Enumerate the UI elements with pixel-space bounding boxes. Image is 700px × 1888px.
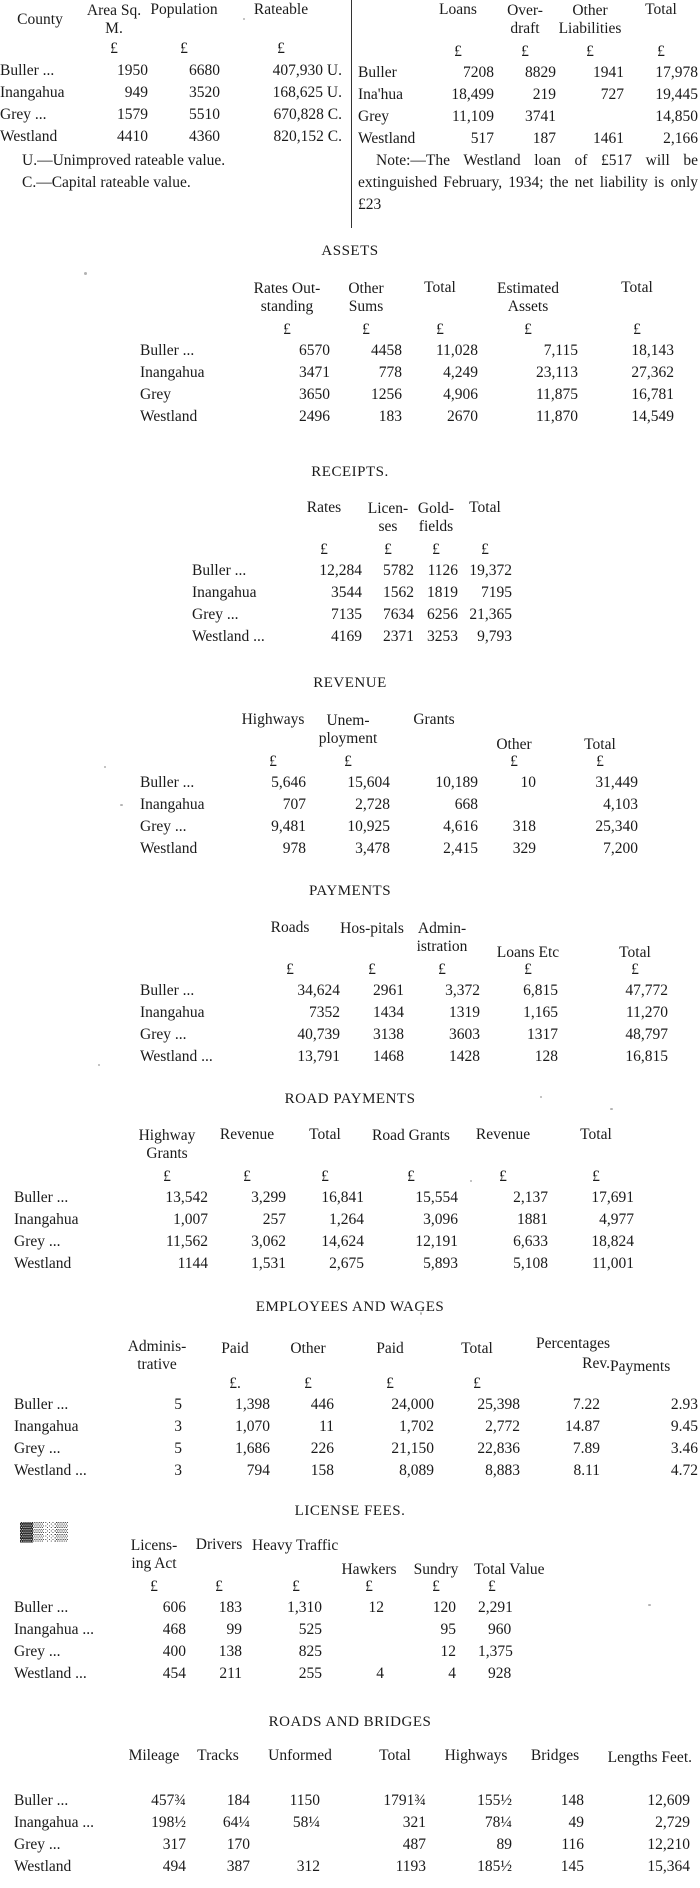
- header-unemployment: Unem-ployment: [318, 712, 378, 747]
- header-county: County: [17, 11, 63, 29]
- table-row: Grey ... 317 170 487 89 116 12,210: [14, 1836, 690, 1854]
- header-highways: Highways: [241, 711, 305, 728]
- header-percentages-rev: Percentages Rev.: [535, 1335, 610, 1372]
- table-row: Inangahua 3544 1562 1819 7195: [192, 584, 512, 602]
- section-title-payments: PAYMENTS: [308, 883, 392, 899]
- table-row: Inangahua 3 1,070 11 1,702 2,772 14.87 9.45: [14, 1418, 698, 1436]
- table-row: Inangahua 3471 778 4,249 23,113 27,362: [140, 364, 674, 382]
- table-row: Buller ... 5,646 15,604 10,189 10 31,449: [140, 774, 638, 792]
- receipts-table: Rates Licen-ses Gold-fields Total £ £ £ £ Buller ... 12,284 5782 1126 19,372 Inangahua 3544 1562 1819 7195 Grey ... 7135 7634 6256 21,365 Westland ... 4169 2371 3253 9,793: [192, 500, 512, 648]
- table-row: Inangahua ... 198½ 64¼ 58¼ 321 78¼ 49 2,729: [14, 1814, 690, 1832]
- table-row: Buller ... 34,624 2961 3,372 6,815 47,772: [140, 982, 668, 1000]
- header-total: Total: [584, 735, 616, 753]
- header-total: Total: [379, 1747, 411, 1764]
- section-title-employees-wages: EMPLOYEES AND WAGES: [255, 1299, 445, 1315]
- section-title-road-payments: ROAD PAYMENTS: [284, 1091, 416, 1107]
- header-total: Total: [424, 279, 456, 296]
- table-row: Ina'hua 18,499 219 727 19,445: [358, 86, 698, 104]
- currency-symbol: £: [277, 40, 285, 58]
- print-speck: [243, 18, 245, 20]
- header-hospitals: Hos-pitals: [340, 920, 404, 937]
- roads-bridges-table: [14, 1748, 698, 1878]
- westland-loan-note: Note:—The Westland loan of £517 will be extinguished February, 1934; the net liability is only £23: [358, 152, 698, 213]
- header-lengths-feet: Lengths Feet.: [607, 1749, 692, 1766]
- table-row: Buller ... 1950 6680 407,930 U.: [0, 62, 342, 80]
- table-row: Westland ... 3 794 158 8,089 8,883 8.11 4.72: [14, 1462, 698, 1480]
- table-row: Westland ... 454 211 255 4 4 928: [14, 1665, 512, 1683]
- table-row: Grey 11,109 3741 14,850: [358, 108, 698, 126]
- table-row: Inangahua 7352 1434 1319 1,165 11,270: [140, 1004, 668, 1022]
- print-speck: [120, 804, 123, 806]
- currency-symbol: £: [521, 43, 529, 61]
- header-mileage: Mileage: [128, 1747, 180, 1764]
- section-title-receipts: RECEIPTS.: [311, 464, 389, 480]
- header-total: Total: [621, 279, 653, 296]
- table-row: Westland 4410 4360 820,152 C.: [0, 128, 342, 146]
- county-rateable-table: [0, 2, 342, 148]
- table-row: Grey ... 40,739 3138 3603 1317 48,797: [140, 1026, 668, 1044]
- header-paid: Paid: [376, 1339, 404, 1357]
- currency-symbol: £: [657, 43, 665, 61]
- header-total-value: Total Value: [474, 1560, 545, 1578]
- table-row: Buller ... 6570 4458 11,028 7,115 18,143: [140, 342, 674, 360]
- table-row: Grey ... 11,562 3,062 14,624 12,191 6,633 18,824: [14, 1233, 634, 1251]
- header-rates-outstanding: Rates Out-standing: [253, 280, 321, 315]
- table-row: Buller ... 457¾ 184 1150 1791¾ 155½ 148 12,609: [14, 1792, 690, 1810]
- table-row: Buller ... 13,542 3,299 16,841 15,554 2,137 17,691: [14, 1189, 634, 1207]
- print-speck: [610, 1108, 613, 1110]
- currency-symbol: £: [110, 40, 118, 58]
- header-roads: Roads: [270, 919, 310, 936]
- header-heavy-traffic: Heavy Traffic: [252, 1537, 339, 1554]
- header-total: Total: [645, 1, 677, 18]
- table-row: Westland 978 3,478 2,415 329 7,200: [140, 840, 638, 858]
- header-goldfields: Gold-fields: [417, 500, 455, 535]
- header-administration: Admin-istration: [416, 920, 468, 955]
- header-total: Total: [461, 1339, 493, 1357]
- header-bridges: Bridges: [530, 1747, 580, 1764]
- header-licensing-act: Licens-ing Act: [130, 1537, 178, 1572]
- section-title-revenue: REVENUE: [313, 675, 387, 691]
- currency-symbol: £: [454, 43, 462, 61]
- table-row: Westland ... 13,791 1468 1428 128 16,815: [140, 1048, 668, 1066]
- header-loans-etc: Loans Etc: [496, 943, 560, 961]
- print-speck: [84, 272, 87, 275]
- header-rates: Rates: [306, 499, 342, 516]
- header-licenses: Licen-ses: [367, 500, 409, 535]
- employees-wages-table: Adminis-trative Paid Other Paid Total Percentages Rev. Payments £. £ £ £ Buller ... 5 1,398 446 24,000 25,398 7.22 2.93 Inangahua 3 1,070 11 1,702 2,772 14.87 9.45 Grey ... 5 1,686 226 21,150 22,836 7.89 3.46 Westland ... 3 794 158 8,089 8,883 8.11 4.72: [14, 1330, 698, 1482]
- table-row: Inangahua 949 3520 168,625 U.: [0, 84, 342, 102]
- section-title-roads-bridges: ROADS AND BRIDGES: [268, 1714, 432, 1730]
- header-hawkers: Hawkers: [341, 1560, 397, 1578]
- header-estimated-assets: Estimated Assets: [497, 280, 559, 315]
- note-unimproved: U.—Unimproved rateable value.: [22, 152, 226, 169]
- road-payments-table: Highway Grants Revenue Total Road Grants Revenue Total £ £ £ £ £ £ Buller ... 13,542 3,299 16,841 15,554 2,137 17,691 Inangahua 1,007 257 1,264 3,096 1881 4,977 Grey ... 11,562 3,062 14,624 12,191 6,633 18,824 Westland 1144 1,531 2,675 5,893 5,108 11,001: [14, 1127, 644, 1275]
- print-speck: [356, 1724, 358, 1726]
- table-row: Grey ... 9,481 10,925 4,616 318 25,340: [140, 818, 638, 836]
- section-title-assets: ASSETS: [321, 243, 379, 259]
- header-highways: Highways: [444, 1747, 508, 1764]
- header-total: Total: [580, 1126, 612, 1143]
- header-unformed: Unformed: [268, 1747, 332, 1764]
- table-row: Buller ... 606 183 1,310 12 120 2,291: [14, 1599, 513, 1617]
- header-total: Total: [309, 1126, 341, 1143]
- table-row: Grey 3650 1256 4,906 11,875 16,781: [140, 386, 674, 404]
- currency-symbol: £: [586, 43, 594, 61]
- table-row: Westland 2496 183 2670 11,870 14,549: [140, 408, 674, 426]
- payments-table: Roads Hos-pitals Admin-istration Loans Etc Total £ £ £ £ £ Buller ... 34,624 2961 3,372 6,815 47,772 Inangahua 7352 1434 1319 1,165 11,270 Grey ... 40,739 3138 3603 1317 48,797 Westland ... 13,791 1468 1428 128 16,815: [140, 920, 694, 1068]
- table-row: Westland 1144 1,531 2,675 5,893 5,108 11,001: [14, 1255, 634, 1273]
- header-loans: Loans: [439, 1, 477, 18]
- table-row: Grey ... 400 138 825 12 1,375: [14, 1643, 513, 1661]
- header-other: Other: [496, 735, 532, 753]
- header-highway-grants: Highway Grants: [138, 1127, 196, 1162]
- table-row: Buller 7208 8829 1941 17,978: [358, 64, 698, 82]
- table-row: Buller ... 12,284 5782 1126 19,372: [192, 562, 512, 580]
- header-payments: Payments: [610, 1357, 671, 1375]
- header-paid: Paid: [221, 1339, 249, 1357]
- ink-smudge: ▓▒ ░▒: [20, 1521, 66, 1541]
- table-row: Grey ... 5 1,686 226 21,150 22,836 7.89 3.46: [14, 1440, 698, 1458]
- note-capital: C.—Capital rateable value.: [22, 174, 191, 191]
- header-revenue: Revenue: [219, 1126, 275, 1143]
- header-sundry: Sundry: [413, 1560, 459, 1578]
- header-other-liabilities: Other Liabilities: [558, 2, 622, 37]
- currency-symbol: £: [180, 40, 188, 58]
- revenue-table: Highways Unem-ployment Grants Other Total £ £ £ £ Buller ... 5,646 15,604 10,189 10 31,449 Inangahua 707 2,728 668 4,103 Grey ... 9,481 10,925 4,616 318 25,340 Westland 978 3,478 2,415 329 7,200: [140, 712, 650, 860]
- table-row: Grey ... 1579 5510 670,828 C.: [0, 106, 342, 124]
- header-area: Area Sq. M.: [86, 2, 142, 37]
- header-overdraft: Over-draft: [507, 2, 543, 37]
- table-row: Grey ... 7135 7634 6256 21,365: [192, 606, 512, 624]
- table-row: Westland ... 4169 2371 3253 9,793: [192, 628, 512, 646]
- print-speck: [420, 1312, 422, 1315]
- print-speck: [98, 1064, 100, 1066]
- table-row: Buller ... 5 1,398 446 24,000 25,398 7.22 2.93: [14, 1396, 698, 1414]
- table-row: Westland 517 187 1461 2,166: [358, 130, 698, 148]
- print-speck: [540, 1096, 542, 1098]
- header-administrative: Adminis-trative: [127, 1338, 187, 1373]
- header-total: Total: [469, 499, 501, 516]
- table-row: Inangahua 707 2,728 668 4,103: [140, 796, 638, 814]
- header-tracks: Tracks: [197, 1747, 239, 1764]
- license-fees-table: Licens-ing Act Drivers Heavy Traffic Hawkers Sundry Total Value £ £ £ £ £ £ Buller ... 606 183 1,310 12 120 2,291 Inangahua ... 468 99 525 95 960 Grey ... 400 138 825 12 1,375 Westland ... 454 211 255 4 4 928: [14, 1537, 598, 1685]
- loans-liabilities-table: [358, 2, 698, 150]
- table-row: Inangahua ... 468 99 525 95 960: [14, 1621, 512, 1639]
- column-divider: [351, 0, 352, 228]
- print-speck: [104, 766, 106, 768]
- header-rateable: Rateable: [253, 1, 309, 18]
- header-population: Population: [150, 1, 218, 18]
- print-speck: [470, 1180, 472, 1182]
- header-road-grants: Road Grants: [372, 1127, 450, 1144]
- header-revenue: Revenue: [475, 1126, 531, 1143]
- table-row: Inangahua 1,007 257 1,264 3,096 1881 4,977: [14, 1211, 634, 1229]
- print-speck: [648, 1604, 651, 1606]
- header-drivers: Drivers: [195, 1536, 243, 1553]
- section-title-license-fees: LICENSE FEES.: [294, 1503, 406, 1519]
- assets-table: Rates Out-standing Other Sums Total Estimated Assets Total £ £ £ £ £ Buller ... 6570 4458 11,028 7,115 18,143 Inangahua 3471 778 4,249 23,113 27,362 Grey 3650 1256 4,906 11,875 16,781 Westland 2496 183 2670 11,870 14,549: [140, 280, 696, 428]
- table-row: Westland 494 387 312 1193 185½ 145 15,364: [14, 1858, 690, 1876]
- header-total: Total: [619, 943, 651, 961]
- header-other: Other: [290, 1339, 326, 1357]
- header-grants: Grants: [413, 711, 455, 728]
- header-other-sums: Other Sums: [348, 280, 384, 315]
